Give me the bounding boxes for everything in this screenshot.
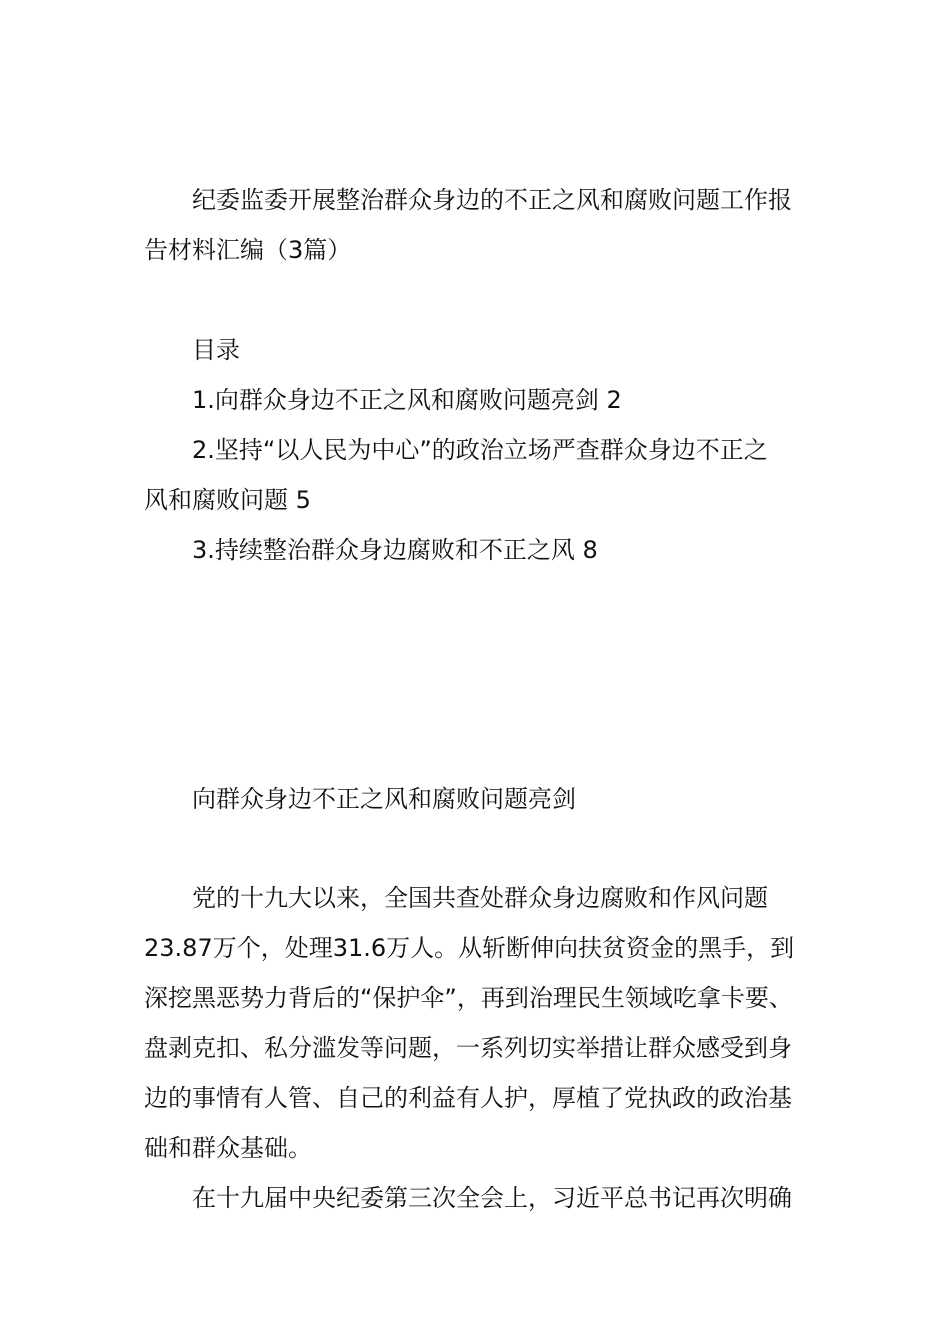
toc-item-2-line-2: 风和腐败问题 5 xyxy=(144,486,311,514)
paragraph-line: 础和群众基础。 xyxy=(144,1134,312,1162)
paragraph-line: 在十九届中央纪委第三次全会上，习近平总书记再次明确 xyxy=(192,1184,792,1212)
toc-item-3: 3.持续整治群众身边腐败和不正之风 8 xyxy=(192,536,598,564)
paragraph-line: 深挖黑恶势力背后的“保护伞”，再到治理民生领域吃拿卡要、 xyxy=(144,984,793,1012)
toc-heading: 目录 xyxy=(192,336,240,364)
document-title-line-2: 告材料汇编（3篇） xyxy=(144,236,352,264)
paragraph-line: 盘剥克扣、私分滥发等问题，一系列切实举措让群众感受到身 xyxy=(144,1034,792,1062)
paragraph-line: 党的十九大以来，全国共查处群众身边腐败和作风问题 xyxy=(192,884,768,912)
paragraph-line: 边的事情有人管、自己的利益有人护，厚植了党执政的政治基 xyxy=(144,1084,792,1112)
paragraph-line: 23.87万个，处理31.6万人。从斩断伸向扶贫资金的黑手，到 xyxy=(144,934,795,962)
toc-item-1: 1.向群众身边不正之风和腐败问题亮剑 2 xyxy=(192,386,622,414)
document-title-line-1: 纪委监委开展整治群众身边的不正之风和腐败问题工作报 xyxy=(192,186,792,214)
section-heading: 向群众身边不正之风和腐败问题亮剑 xyxy=(192,785,576,813)
toc-item-2-line-1: 2.坚持“以人民为中心”的政治立场严查群众身边不正之 xyxy=(192,436,768,464)
